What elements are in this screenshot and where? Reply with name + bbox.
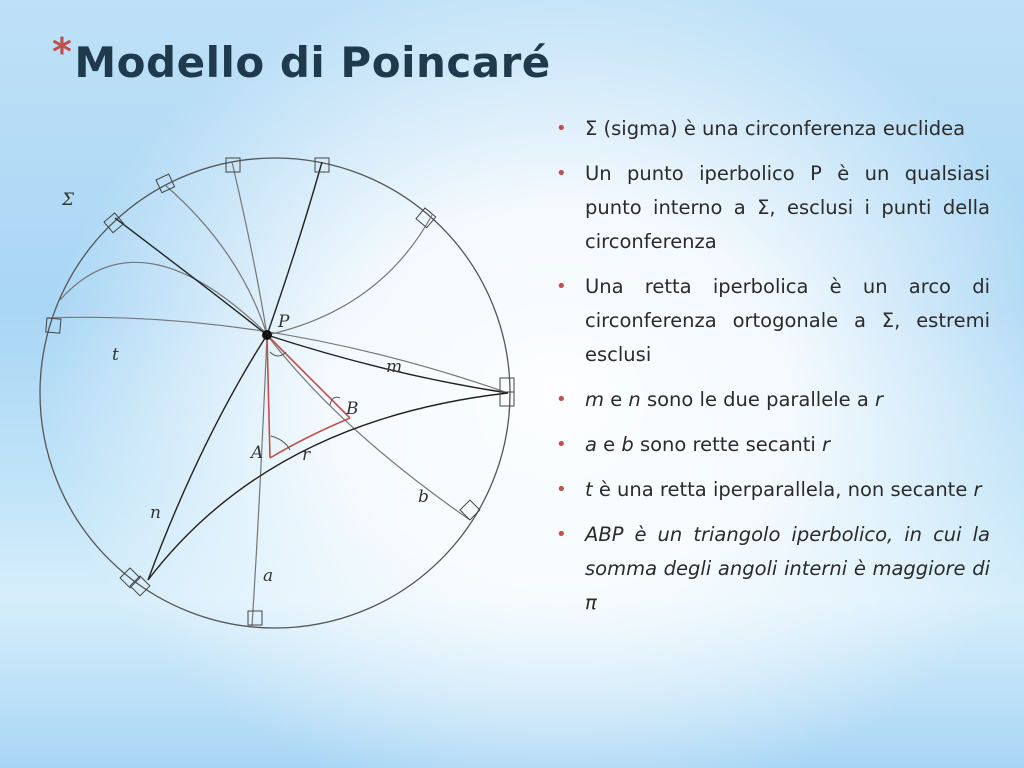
bullet-text-var: r: [874, 388, 884, 411]
triangle-side-PA: [267, 335, 270, 458]
line-n: [148, 335, 267, 580]
point-P: [262, 330, 272, 340]
label-b: b: [418, 487, 429, 507]
line-ray-upper-left: [115, 218, 267, 335]
right-angle-marker: [156, 174, 175, 193]
bullet-text-var: m: [585, 388, 604, 411]
right-angle-marker: [500, 378, 514, 392]
line-r: [148, 393, 508, 580]
bullet-item: [556, 473, 990, 507]
bullet-text: sono rette secanti: [633, 433, 823, 456]
sigma-circle: [40, 158, 510, 628]
bullet-text: Una retta iperbolica è un arco di circonferenza ortogonale a Σ, estremi esclusi: [585, 275, 990, 366]
label-n: n: [150, 503, 161, 523]
line-b: [267, 335, 470, 520]
bullet-text: sono le due parallele a: [640, 388, 875, 411]
label-A: A: [251, 443, 264, 463]
title-star-icon: *: [52, 30, 73, 74]
label-t: t: [112, 345, 119, 365]
right-angle-marker: [248, 611, 262, 625]
bullet-item: [556, 112, 990, 146]
right-angle-marker: [460, 500, 480, 520]
bullet-text: Un punto iperbolico P è un qualsiasi punto interno a Σ, esclusi i punti della circonferenza: [585, 162, 990, 253]
title-text: Modello di Poincaré: [74, 38, 551, 87]
bullet-dot-icon: •: [556, 276, 567, 297]
line-arc-left: [60, 262, 268, 335]
bullet-dot-icon: •: [556, 479, 567, 500]
bullet-item: [556, 270, 990, 372]
bullet-text-var: a: [585, 433, 597, 456]
label-a: a: [263, 566, 274, 586]
bullet-text-var: r: [973, 478, 982, 501]
label-P: P: [278, 312, 290, 332]
bullet-text-var: b: [621, 433, 634, 456]
bullet-dot-icon: •: [556, 524, 567, 545]
bullet-dot-icon: •: [556, 163, 567, 184]
right-angle-marker: [315, 158, 329, 172]
bullet-dot-icon: •: [556, 118, 567, 139]
bullet-text: ABP è un triangolo iperbolico, in cui la somma degli angoli interni è maggiore di π: [585, 523, 990, 614]
line-arc-top2: [232, 162, 267, 335]
slide-title: [52, 30, 551, 87]
label-sigma: Σ: [62, 190, 75, 210]
bullet-text: e: [604, 388, 629, 411]
bullet-dot-icon: •: [556, 434, 567, 455]
line-arc-top1: [165, 185, 267, 335]
bullet-text: è una retta iperparallela, non secante: [592, 478, 974, 501]
bullet-text: e: [596, 433, 622, 456]
bullet-item: [556, 428, 990, 462]
bullet-text-var: r: [822, 433, 831, 456]
bullet-dot-icon: •: [556, 389, 567, 410]
bullet-item: [556, 157, 990, 259]
bullet-text: Σ (sigma) è una circonferenza euclidea: [585, 117, 966, 140]
label-m: m: [386, 357, 403, 377]
bullet-text-var: n: [628, 388, 641, 411]
poincare-disk-diagram: [30, 150, 530, 640]
bullet-item: [556, 383, 990, 417]
line-arc-right: [267, 215, 432, 335]
bullet-list: [556, 112, 990, 631]
bullet-text-var: t: [585, 478, 593, 501]
bullet-item: [556, 518, 990, 620]
line-ray-up: [267, 162, 322, 335]
label-r: r: [302, 445, 311, 465]
label-B: B: [346, 399, 359, 419]
